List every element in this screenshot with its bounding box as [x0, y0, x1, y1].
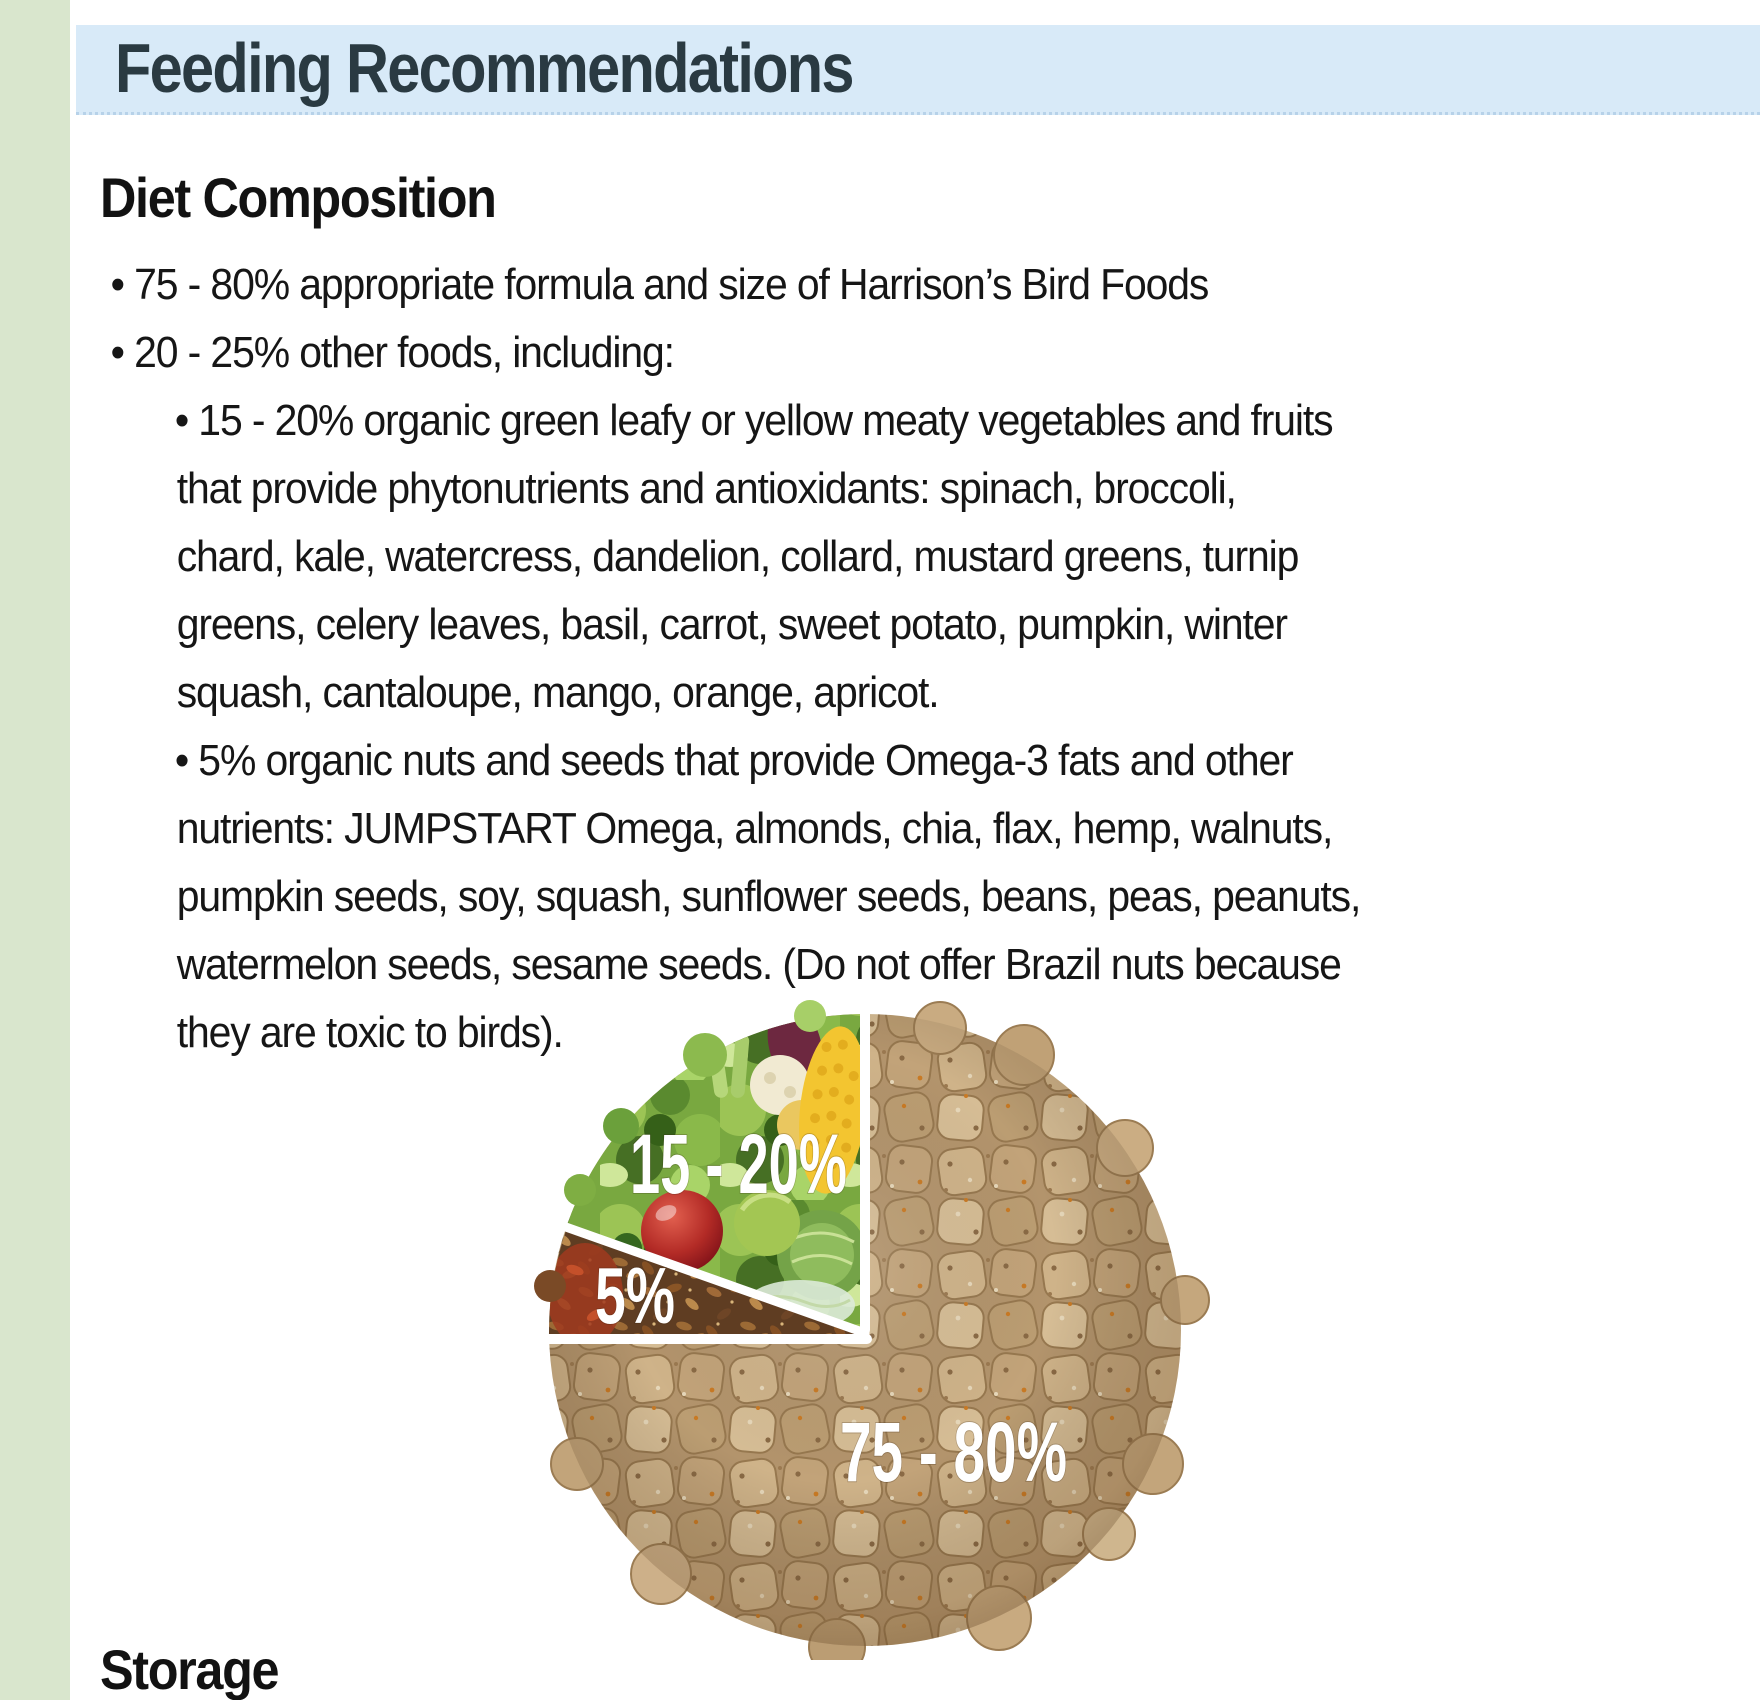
- pie-label-vegetables: 15 - 20%: [630, 1117, 847, 1211]
- bullet-continuation-line: chard, kale, watercress, dandelion, collard, mustard greens, turnip: [176, 532, 1299, 581]
- bullet-continuation-line: pumpkin seeds, soy, squash, sunflower seeds, beans, peas, peanuts,: [176, 872, 1361, 921]
- bullet-line: • 20 - 25% other foods, including:: [110, 328, 674, 377]
- bullet-line: • 75 - 80% appropriate formula and size of Harrison’s Bird Foods: [110, 260, 1209, 309]
- diet-pie-chart-image: [520, 995, 1220, 1660]
- section-heading-diet-composition: Diet Composition: [100, 166, 496, 229]
- bullet-continuation-line: nutrients: JUMPSTART Omega, almonds, chia, flax, hemp, walnuts,: [176, 804, 1333, 853]
- bullet-continuation-line: greens, celery leaves, basil, carrot, sweet potato, pumpkin, winter: [176, 600, 1287, 649]
- pie-label-seeds: 5%: [595, 1251, 675, 1340]
- bullet-continuation-line: they are toxic to birds).: [176, 1008, 563, 1057]
- bullet-continuation-line: watermelon seeds, sesame seeds. (Do not offer Brazil nuts because: [176, 940, 1341, 989]
- bullet-continuation-line: that provide phytonutrients and antioxidants: spinach, broccoli,: [176, 464, 1236, 513]
- sub-bullet-line: • 5% organic nuts and seeds that provide Omega-3 fats and other: [174, 736, 1293, 785]
- pie-label-pellets: 75 - 80%: [840, 1405, 1067, 1499]
- page-title: Feeding Recommendations: [115, 29, 853, 107]
- bullet-continuation-line: squash, cantaloupe, mango, orange, apricot.: [176, 668, 939, 717]
- header-band: [76, 25, 1760, 115]
- diet-composition-list: [0, 251, 1562, 1067]
- sub-bullet-line: • 15 - 20% organic green leafy or yellow meaty vegetables and fruits: [174, 396, 1333, 445]
- section-heading-storage: Storage: [100, 1638, 279, 1700]
